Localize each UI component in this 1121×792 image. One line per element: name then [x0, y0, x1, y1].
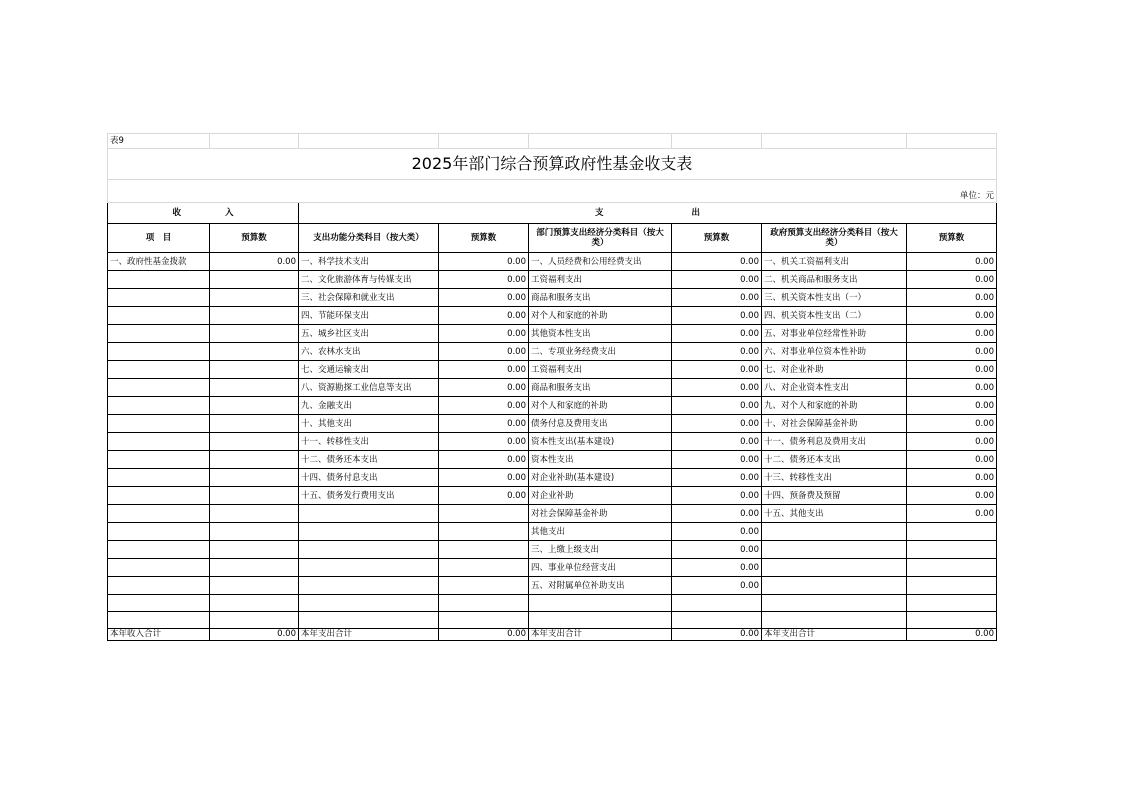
header-func-amount: 预算数: [439, 224, 529, 253]
dept-item-label: 对企业补助: [529, 487, 672, 505]
func-item-value: 0.00: [439, 451, 529, 469]
header-item: 项 目: [108, 224, 210, 253]
page-title: 2025年部门综合预算政府性基金收支表: [108, 149, 997, 180]
income-section-header: 收 入: [108, 203, 299, 224]
gov-item-label: 六、对事业单位资本性补助: [762, 343, 907, 361]
empty-cell: [299, 505, 439, 523]
func-item-value: 0.00: [439, 289, 529, 307]
gov-item-label: 十四、预备费及预留: [762, 487, 907, 505]
empty-cell: [210, 343, 299, 361]
sheet-tag: 表9: [108, 134, 210, 149]
empty-cell: [210, 379, 299, 397]
table-row: [108, 289, 997, 307]
gov-item-value: 0.00: [907, 469, 997, 487]
empty-cell: [108, 469, 210, 487]
empty-cell: [108, 487, 210, 505]
empty-cell: [108, 523, 210, 541]
empty-cell: [108, 577, 210, 595]
dept-item-label: 商品和服务支出: [529, 379, 672, 397]
gov-item-label: 十三、转移性支出: [762, 469, 907, 487]
income-item: 一、政府性基金拨款: [108, 253, 210, 271]
header-dept-category: 部门预算支出经济分类科目（按大类）: [529, 224, 672, 253]
func-item-value: 0.00: [439, 487, 529, 505]
gov-item-label: 二、机关商品和服务支出: [762, 271, 907, 289]
func-item-label: 六、农林水支出: [299, 343, 439, 361]
dept-item-label: 资本性支出(基本建设): [529, 433, 672, 451]
dept-item-label: 对企业补助(基本建设): [529, 469, 672, 487]
empty-cell: [108, 559, 210, 577]
func-item-label: 一、科学技术支出: [299, 253, 439, 271]
gov-item-value: 0.00: [907, 307, 997, 325]
empty-cell: [529, 612, 672, 629]
dept-item-label: 资本性支出: [529, 451, 672, 469]
gov-item-label: 四、机关资本性支出（二）: [762, 307, 907, 325]
table-row: [108, 577, 997, 595]
empty-cell: [210, 433, 299, 451]
gov-item-label: 八、对企业资本性支出: [762, 379, 907, 397]
dept-item-label: 对个人和家庭的补助: [529, 397, 672, 415]
table-row: [108, 253, 997, 271]
table-row: [108, 595, 997, 612]
func-item-value: 0.00: [439, 379, 529, 397]
empty-cell: [108, 325, 210, 343]
func-item-value: 0.00: [439, 415, 529, 433]
header-income-amount: 预算数: [210, 224, 299, 253]
gov-total-value: 0.00: [907, 629, 997, 641]
header-dept-amount: 预算数: [672, 224, 762, 253]
gov-item-label: 九、对个人和家庭的补助: [762, 397, 907, 415]
dept-item-label: 债务付息及费用支出: [529, 415, 672, 433]
income-total-value: 0.00: [210, 629, 299, 641]
empty-cell: [210, 523, 299, 541]
table-row: [108, 469, 997, 487]
gov-item-value: 0.00: [907, 325, 997, 343]
dept-item-value: 0.00: [672, 307, 762, 325]
dept-item-value: 0.00: [672, 451, 762, 469]
empty-cell: [210, 271, 299, 289]
empty-cell: [108, 379, 210, 397]
dept-item-value: 0.00: [672, 253, 762, 271]
gov-item-label: 十、对社会保障基金补助: [762, 415, 907, 433]
gov-item-label: 三、机关资本性支出（一）: [762, 289, 907, 307]
empty-cell: [210, 307, 299, 325]
dept-item-value: 0.00: [672, 361, 762, 379]
dept-item-value: 0.00: [672, 397, 762, 415]
empty-cell: [439, 595, 529, 612]
table-row: [108, 541, 997, 559]
dept-item-label: 四、事业单位经营支出: [529, 559, 672, 577]
gov-item-label: 十五、其他支出: [762, 505, 907, 523]
func-item-value: 0.00: [439, 343, 529, 361]
empty-cell: [907, 523, 997, 541]
func-item-label: 十五、债务发行费用支出: [299, 487, 439, 505]
func-item-label: 四、节能环保支出: [299, 307, 439, 325]
empty-cell: [210, 559, 299, 577]
header-gov-amount: 预算数: [907, 224, 997, 253]
empty-cell: [762, 541, 907, 559]
func-total-value: 0.00: [439, 629, 529, 641]
func-item-value: 0.00: [439, 397, 529, 415]
dept-item-label: 对社会保障基金补助: [529, 505, 672, 523]
dept-item-value: 0.00: [672, 487, 762, 505]
empty-cell: [108, 289, 210, 307]
empty-cell: [907, 612, 997, 629]
func-item-value: 0.00: [439, 271, 529, 289]
empty-cell: [299, 523, 439, 541]
func-item-label: 八、资源勘探工业信息等支出: [299, 379, 439, 397]
empty-cell: [108, 505, 210, 523]
empty-cell: [210, 577, 299, 595]
gov-item-value: 0.00: [907, 505, 997, 523]
gov-item-value: 0.00: [907, 253, 997, 271]
empty-cell: [210, 451, 299, 469]
table-row: [108, 379, 997, 397]
empty-cell: [210, 612, 299, 629]
gov-item-value: 0.00: [907, 289, 997, 307]
dept-item-value: 0.00: [672, 415, 762, 433]
gov-item-label: 一、机关工资福利支出: [762, 253, 907, 271]
totals-row: [108, 629, 997, 641]
unit-label: 单位：元: [108, 180, 997, 203]
dept-item-label: 五、对附属单位补助支出: [529, 577, 672, 595]
gov-item-label: 十一、债务利息及费用支出: [762, 433, 907, 451]
table-row: [108, 487, 997, 505]
empty-cell: [907, 595, 997, 612]
func-item-value: 0.00: [439, 307, 529, 325]
gov-item-value: 0.00: [907, 343, 997, 361]
func-item-label: 十二、债务还本支出: [299, 451, 439, 469]
empty-cell: [762, 612, 907, 629]
gov-item-value: 0.00: [907, 415, 997, 433]
gov-item-value: 0.00: [907, 271, 997, 289]
dept-item-label: 其他支出: [529, 523, 672, 541]
empty-cell: [108, 612, 210, 629]
empty-cell: [299, 559, 439, 577]
empty-cell: [210, 469, 299, 487]
dept-item-label: 对个人和家庭的补助: [529, 307, 672, 325]
dept-item-value: 0.00: [672, 577, 762, 595]
dept-total-label: 本年支出合计: [529, 629, 672, 641]
func-item-value: 0.00: [439, 325, 529, 343]
empty-cell: [210, 541, 299, 559]
empty-cell: [210, 361, 299, 379]
empty-cell: [210, 397, 299, 415]
func-item-label: 十一、转移性支出: [299, 433, 439, 451]
income-total-label: 本年收入合计: [108, 629, 210, 641]
empty-cell: [108, 433, 210, 451]
dept-item-value: 0.00: [672, 523, 762, 541]
empty-cell: [907, 541, 997, 559]
empty-cell: [108, 397, 210, 415]
dept-item-label: 三、上缴上级支出: [529, 541, 672, 559]
table-row: [108, 433, 997, 451]
dept-item-label: 工资福利支出: [529, 361, 672, 379]
dept-item-label: 一、人员经费和公用经费支出: [529, 253, 672, 271]
func-item-label: 三、社会保障和就业支出: [299, 289, 439, 307]
func-item-value: 0.00: [439, 469, 529, 487]
gov-total-label: 本年支出合计: [762, 629, 907, 641]
empty-cell: [108, 307, 210, 325]
table-row: [108, 343, 997, 361]
header-gov-category: 政府预算支出经济分类科目（按大类）: [762, 224, 907, 253]
empty-cell: [439, 541, 529, 559]
dept-item-value: 0.00: [672, 469, 762, 487]
func-item-label: 五、城乡社区支出: [299, 325, 439, 343]
table-row: [108, 451, 997, 469]
empty-cell: [439, 577, 529, 595]
empty-cell: [762, 523, 907, 541]
empty-cell: [108, 361, 210, 379]
func-item-value: 0.00: [439, 433, 529, 451]
empty-cell: [108, 541, 210, 559]
empty-cell: [210, 415, 299, 433]
func-item-label: 十、其他支出: [299, 415, 439, 433]
empty-cell: [762, 577, 907, 595]
empty-cell: [108, 415, 210, 433]
func-item-value: 0.00: [439, 361, 529, 379]
empty-cell: [108, 451, 210, 469]
empty-cell: [210, 289, 299, 307]
table-row: [108, 505, 997, 523]
gov-item-label: 五、对事业单位经常性补助: [762, 325, 907, 343]
table-row: [108, 397, 997, 415]
dept-item-value: 0.00: [672, 541, 762, 559]
empty-cell: [299, 577, 439, 595]
func-item-label: 九、金融支出: [299, 397, 439, 415]
empty-cell: [210, 505, 299, 523]
gov-item-value: 0.00: [907, 451, 997, 469]
gov-item-value: 0.00: [907, 487, 997, 505]
empty-cell: [210, 325, 299, 343]
dept-item-value: 0.00: [672, 343, 762, 361]
header-func-category: 支出功能分类科目（按大类）: [299, 224, 439, 253]
dept-item-value: 0.00: [672, 433, 762, 451]
func-total-label: 本年支出合计: [299, 629, 439, 641]
dept-item-value: 0.00: [672, 271, 762, 289]
empty-cell: [762, 595, 907, 612]
income-amount: 0.00: [210, 253, 299, 271]
empty-cell: [529, 595, 672, 612]
table-row: [108, 361, 997, 379]
empty-cell: [907, 577, 997, 595]
dept-item-label: 二、专项业务经费支出: [529, 343, 672, 361]
empty-cell: [108, 595, 210, 612]
dept-item-value: 0.00: [672, 289, 762, 307]
func-item-label: 七、交通运输支出: [299, 361, 439, 379]
empty-cell: [907, 559, 997, 577]
empty-cell: [439, 505, 529, 523]
empty-cell: [762, 559, 907, 577]
func-item-label: 十四、债务付息支出: [299, 469, 439, 487]
gov-item-value: 0.00: [907, 361, 997, 379]
table-row: [108, 325, 997, 343]
table-row: [108, 559, 997, 577]
gov-item-label: 十二、债务还本支出: [762, 451, 907, 469]
dept-item-value: 0.00: [672, 559, 762, 577]
table-row: [108, 271, 997, 289]
dept-item-value: 0.00: [672, 325, 762, 343]
expense-section-header: 支 出: [299, 203, 997, 224]
empty-cell: [299, 541, 439, 559]
empty-cell: [299, 612, 439, 629]
gov-item-value: 0.00: [907, 379, 997, 397]
empty-cell: [439, 559, 529, 577]
empty-cell: [210, 487, 299, 505]
func-item-label: 二、文化旅游体育与传媒支出: [299, 271, 439, 289]
empty-cell: [672, 595, 762, 612]
budget-sheet: [107, 133, 996, 641]
dept-total-value: 0.00: [672, 629, 762, 641]
empty-cell: [108, 343, 210, 361]
dept-item-value: 0.00: [672, 505, 762, 523]
empty-cell: [299, 595, 439, 612]
dept-item-value: 0.00: [672, 379, 762, 397]
table-row: [108, 612, 997, 629]
empty-cell: [672, 612, 762, 629]
budget-table: [107, 133, 997, 641]
dept-item-label: 工资福利支出: [529, 271, 672, 289]
gov-item-label: 七、对企业补助: [762, 361, 907, 379]
gov-item-value: 0.00: [907, 397, 997, 415]
gov-item-value: 0.00: [907, 433, 997, 451]
table-row: [108, 523, 997, 541]
table-row: [108, 307, 997, 325]
func-item-value: 0.00: [439, 253, 529, 271]
empty-cell: [108, 271, 210, 289]
dept-item-label: 商品和服务支出: [529, 289, 672, 307]
empty-cell: [439, 523, 529, 541]
dept-item-label: 其他资本性支出: [529, 325, 672, 343]
empty-cell: [439, 612, 529, 629]
empty-cell: [210, 595, 299, 612]
table-row: [108, 415, 997, 433]
